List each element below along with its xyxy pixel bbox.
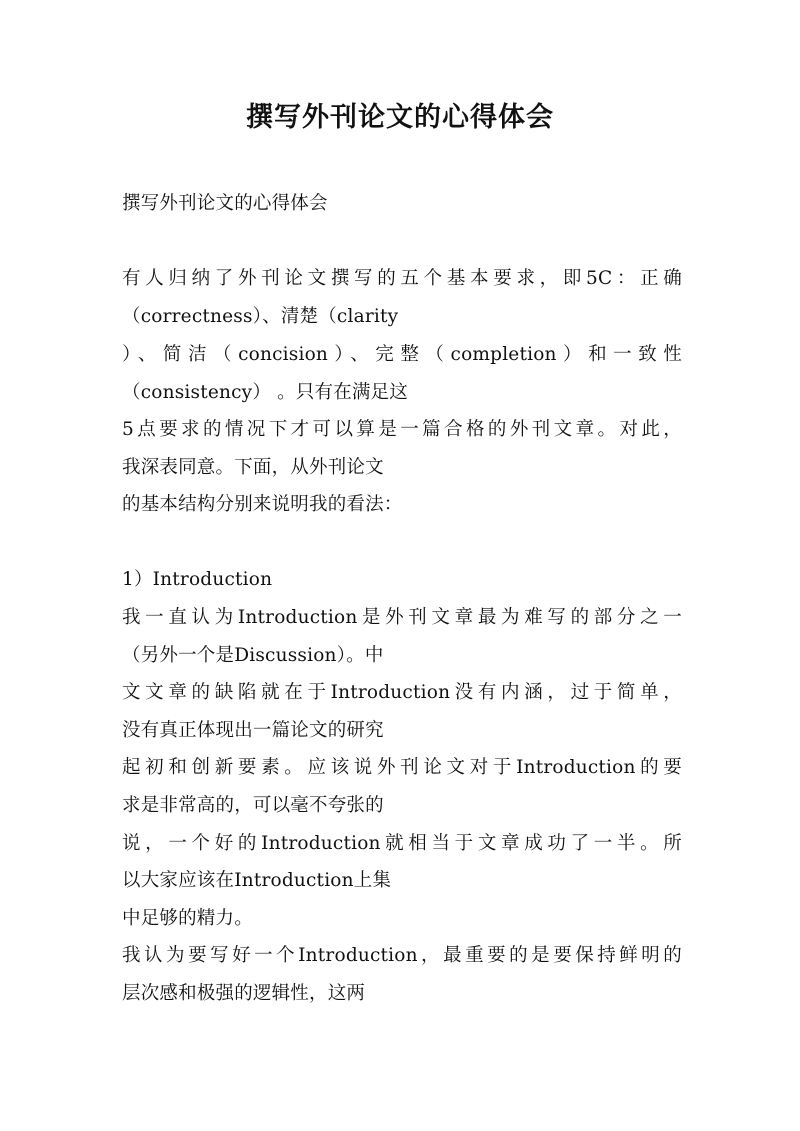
section-heading: 1）Introduction: [122, 569, 273, 590]
paragraph-line: 我一直认为Introduction是外刊文章最为难写的部分之一: [122, 607, 682, 628]
paragraph-line: 有人归纳了外刊论文撰写的五个基本要求，即5C：正确: [122, 268, 682, 289]
paragraph-line: （correctness）、清楚（clarity: [122, 306, 399, 327]
document-title: 撰写外刊论文的心得体会: [246, 102, 554, 133]
paragraph-line: 起初和创新要素。应该说外刊论文对于Introduction的要: [122, 757, 682, 778]
paragraph-line: （另外一个是Discussion）。中: [122, 645, 384, 666]
paragraph-line: 说，一个好的Introduction就相当于文章成功了一半。所: [122, 833, 682, 854]
paragraph-line: 的基本结构分别来说明我的看法：: [122, 494, 403, 515]
paragraph-line: 没有真正体现出一篇论文的研究: [122, 720, 384, 741]
paragraph-line: ）、简洁（concision）、完整（completion）和一致性: [122, 344, 682, 365]
paragraph-line: （consistency） 。只有在满足这: [122, 382, 409, 403]
paragraph-line: 我深表同意。下面，从外刊论文: [122, 457, 384, 478]
paragraph-line: 中足够的精力。: [122, 908, 253, 929]
paragraph-line: 我认为要写好一个Introduction，最重要的是要保持鲜明的: [122, 945, 682, 966]
subtitle-line: 撰写外刊论文的心得体会: [122, 193, 328, 214]
paragraph-line: 求是非常高的，可以毫不夸张的: [122, 795, 384, 816]
paragraph-line: 5点要求的情况下才可以算是一篇合格的外刊文章。对此，: [122, 419, 682, 440]
paragraph-line: 文文章的缺陷就在于Introduction没有内涵，过于简单，: [122, 682, 682, 703]
paragraph-line: 层次感和极强的逻辑性，这两: [122, 983, 366, 1004]
paragraph-line: 以大家应该在Introduction上集: [122, 870, 392, 891]
